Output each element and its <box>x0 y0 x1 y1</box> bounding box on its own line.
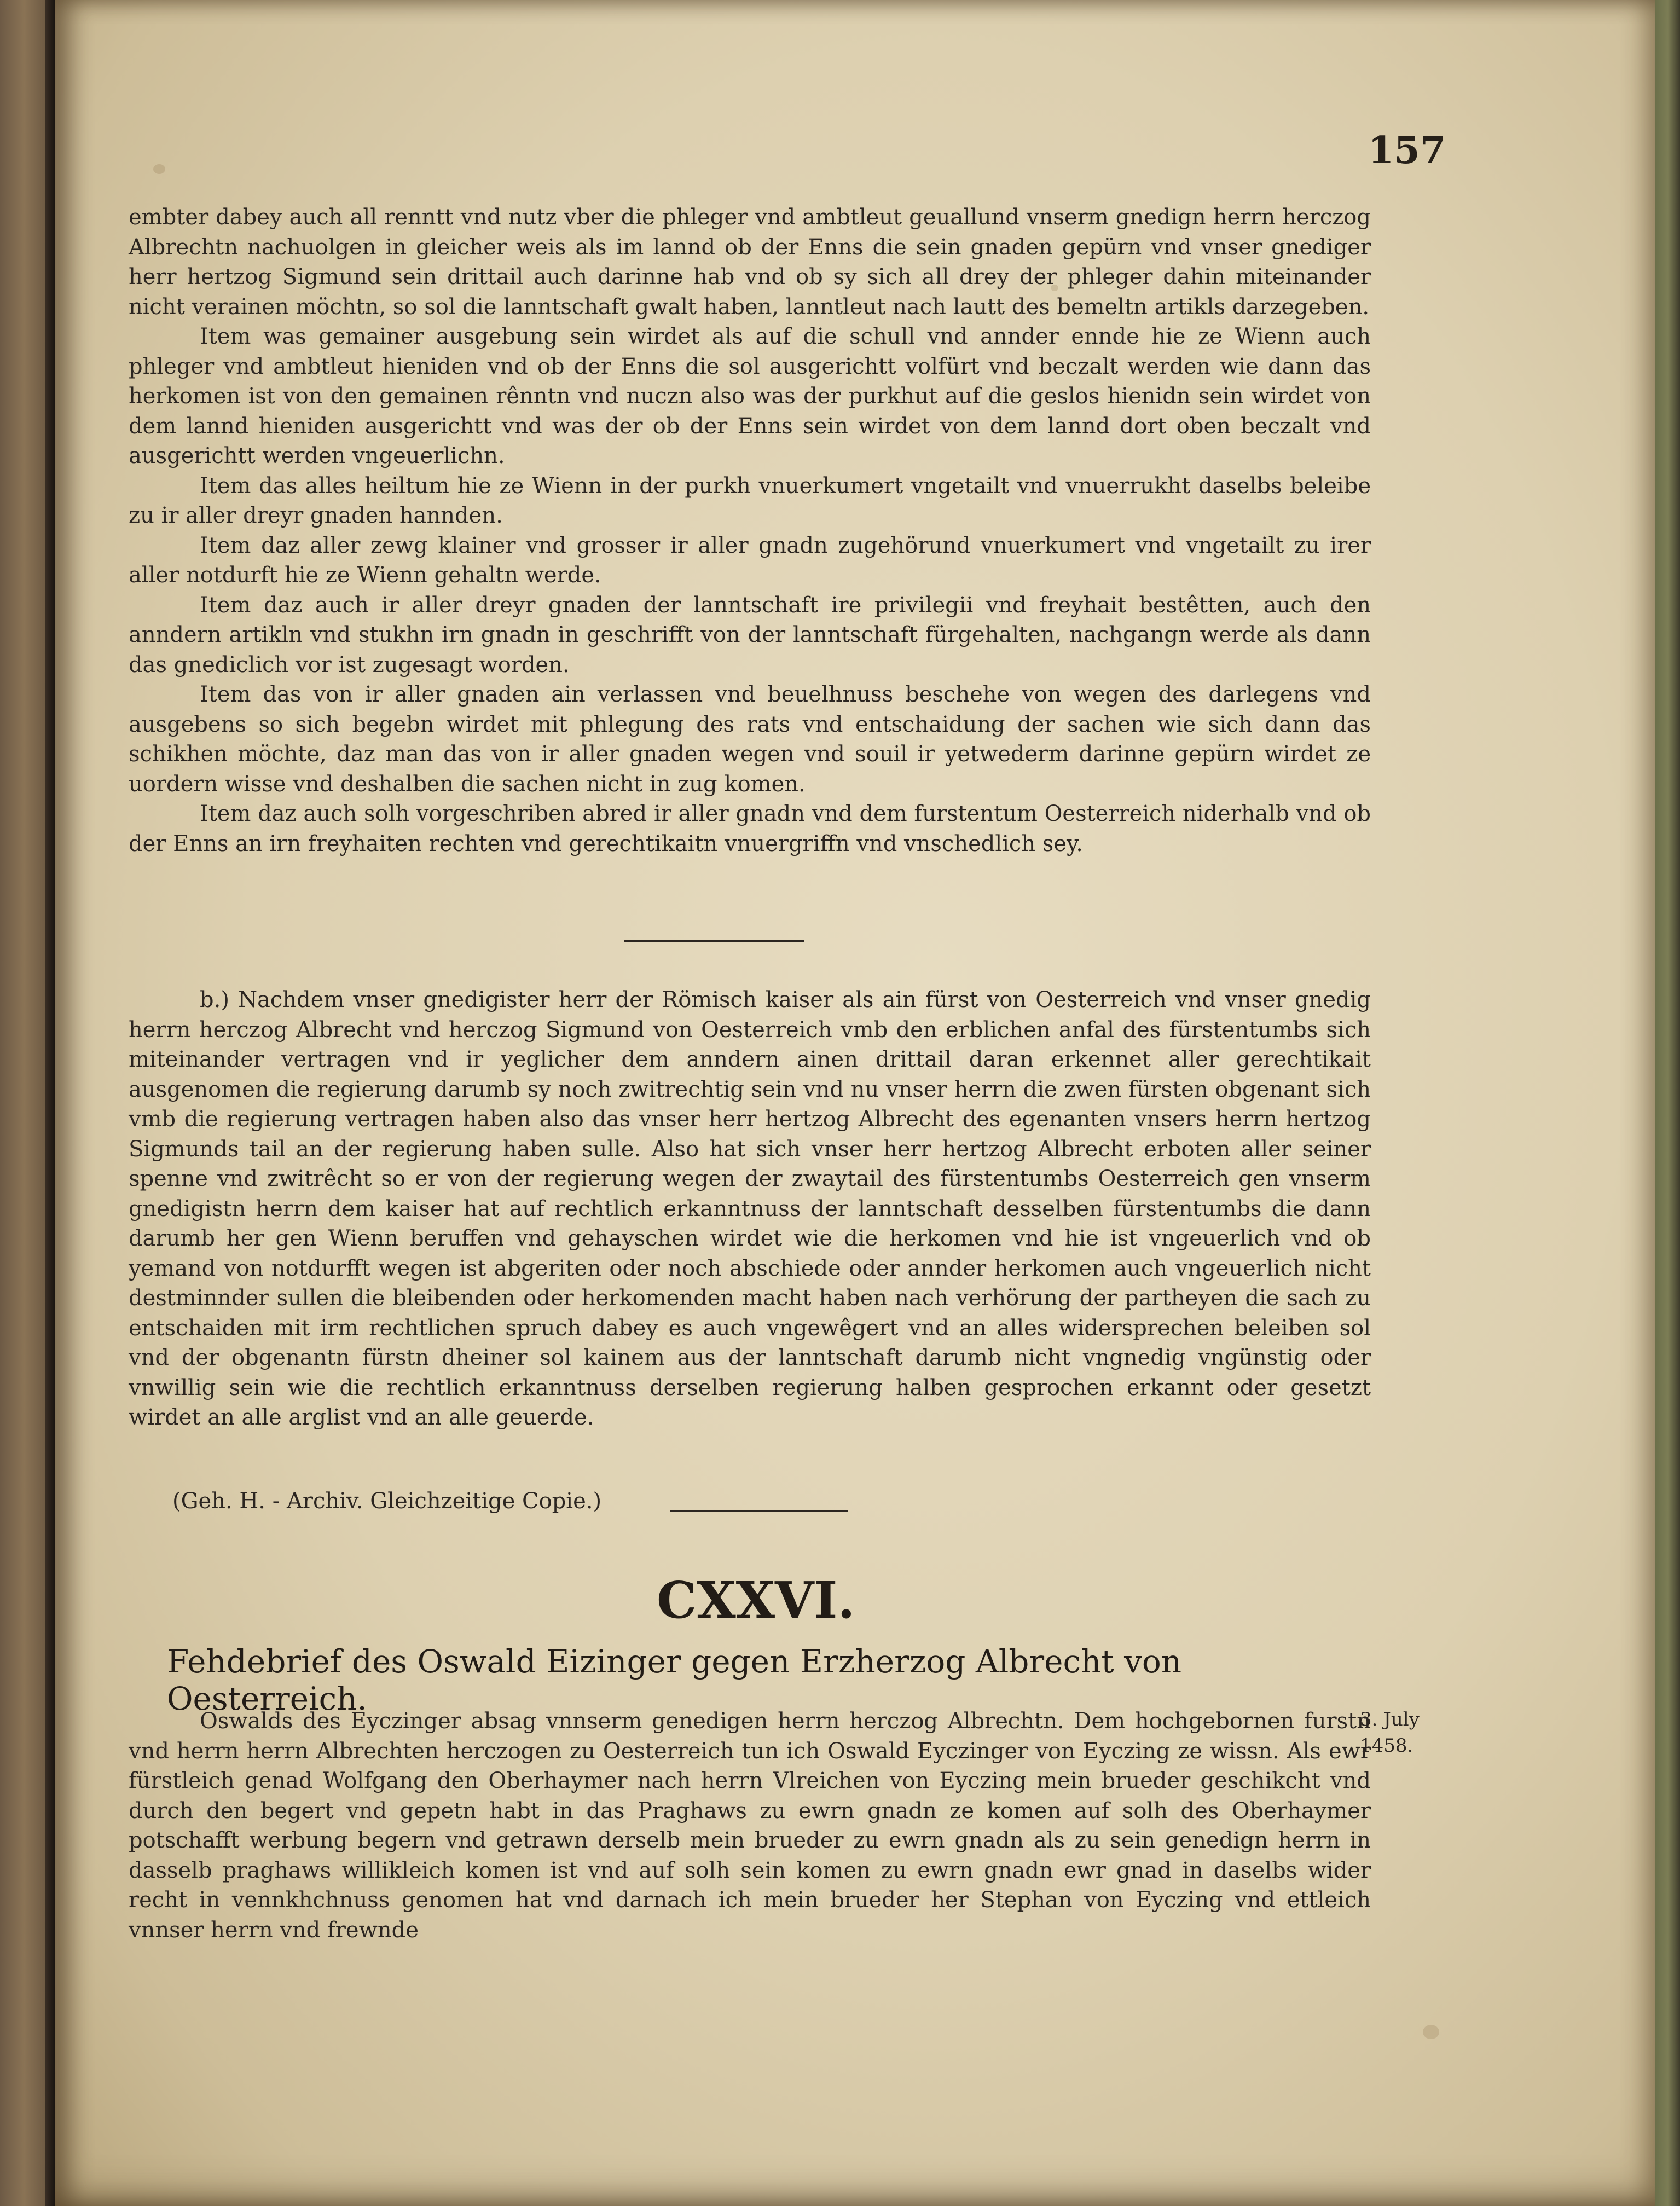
paragraph: Item das von ir aller gnaden ain verlassen vnd beuelhnuss beschehe von wegen des darlegens vnd ausgebens so sich begebn wirdet mit phlegung des rats vnd entschaidung der sachen wie sich dann das schikhen möchte, daz man das von ir aller gnaden wegen vnd souil ir yetwederm darinne gepürn wirdet ze uordern wisse vnd deshalben die sachen nicht in zug komen. <box>129 682 1371 797</box>
page-number: 157 <box>1368 129 1446 172</box>
paragraph: embter dabey auch all renntt vnd nutz vber die phleger vnd ambtleut geuallund vnserm gnedign herrn herczog Albrechtn nachuolgen in gleicher weis als im lannd ob der Enns die sein gnaden gepürn vnd vnser gnediger herr hertzog Sigmund sein drittail auch darinne hab vnd ob sy sich all drey der phleger dahin miteinander nicht verainen möchtn, so sol die lanntschaft gwalt haben, lanntleut nach lautt des bemeltn artikls darzegeben. <box>129 205 1371 320</box>
paragraph: Oswalds des Eyczinger absag vnnserm genedigen herrn herczog Albrechtn. Dem hochgebornen furstn vnd herrn herrn Albrechten herczogen zu Oesterreich tun ich Oswald Eyczinger von Eyczing ze wissn. Als ewr fürstleich genad Wolfgang den Oberhaymer nach herrn Vlreichen von Eyczing mein brueder geschikcht vnd durch den begert vnd gepetn habt in das Praghaws zu ewrn gnadn ze komen auf solh des Oberhaymer potschafft werbung begern vnd getrawn derselb mein brueder zu ewrn gnadn als zu sein genedign herrn in dasselb praghaws willikleich komen ist vnd auf solh sein komen zu ewrn gnadn ewr gnad in daselbs wider recht in vennkhchnuss genomen hat vnd darnach ich mein brueder her Stephan von Eyczing vnd ettleich vnnser herrn vnd frewnde <box>129 1709 1371 1943</box>
section-a-text <box>129 202 1371 859</box>
paragraph: Item was gemainer ausgebung sein wirdet als auf die schull vnd annder ennde hie ze Wienn auch phleger vnd ambtleut hieniden vnd ob der Enns die sol ausgerichtt volfürt vnd beczalt werden wie dann das herkomen ist von den gemainen rênntn vnd nuczn also was der purkhut auf die geslos hienidn sein wirdet von dem lannd hieniden ausgerichtt vnd was der ob der Enns sein wirdet von dem lannd dort oben beczalt vnd ausgerichtt werden vngeuerlichn. <box>129 324 1371 468</box>
paragraph: Item daz auch ir aller dreyr gnaden der lanntschaft ire privilegii vnd freyhait bestêtten, auch den anndern artikln vnd stukhn irn gnadn in geschrifft von der lanntschaft fürgehalten, nachgangn werde als dann das gnediclich vor ist zugesagt worden. <box>129 592 1371 678</box>
end-rule <box>670 1510 848 1512</box>
margin-date <box>1360 1706 1447 1759</box>
section-b-text <box>129 985 1371 1433</box>
section-divider-rule <box>624 940 804 942</box>
paragraph: Item daz aller zewg klainer vnd grosser ir aller gnadn zugehörund vnuerkumert vnd vngetailt zu irer aller notdurft hie ze Wienn gehaltn werde. <box>129 532 1371 588</box>
document-title: Fehdebrief des Oswald Eizinger gegen Erzherzog Albrecht von Oesterreich. <box>167 1643 1182 1717</box>
page-stack-edge <box>1655 0 1680 2206</box>
document-cxxvi-text <box>129 1706 1371 1945</box>
foxing-spot <box>1423 2025 1439 2039</box>
page-157 <box>55 0 1655 2206</box>
paragraph: b.) Nachdem vnser gnedigister herr der Römisch kaiser als ain fürst von Oesterreich vnd vnser gnedig herrn herczog Albrecht vnd herczog Sigmund von Oesterreich vmb den erblichen anfal des fürstentumbs sich miteinander vertragen vnd ir yeglicher dem anndern ainen drittail daran erkennet aller gerechtikait ausgenomen die regierung darumb sy noch zwitrechtig sein vnd nu vnser herrn die zwen fürsten obgenant sich vmb die regierung vertragen haben also das vnser herr hertzog Albrecht des egenanten vnsers herrn hertzog Sigmunds tail an der regierung haben sulle. Also hat sich vnser herr hertzog Albrecht erboten aller seiner spenne vnd zwitrêcht so er von der regierung wegen der zwaytail des fürstentumbs Oesterreich gen vnserm gnedigistn herrn dem kaiser hat auf rechtlich erkanntnuss der lanntschaft desselben fürstentumbs die dann darumb her gen Wienn beruffen vnd gehayschen wirdet wie die herkomen vnd hie ist vngeuerlich vnd ob yemand von notdurfft wegen ist abgeriten oder noch abschiede oder annder herkomen auch vngeuerlich nicht destminnder sullen die bleibenden oder herkomenden macht haben nach verhörung der partheyen die sach zu entschaiden mit irm rechtlichen spruch dabey es auch vngewêgert vnd an alles widersprechen beleiben sol vnd der obgenantn fürstn dheiner sol kainem aus der lanntschaft darumb nicht vngnedig vngünstig oder vnwillig sein wie die rechtlich erkanntnuss derselben regierung halben gesprochen erkannt oder gesetzt wirdet an alle arglist vnd an alle geuerde. <box>129 987 1371 1430</box>
paragraph: Item daz auch solh vorgeschriben abred ir aller gnadn vnd dem furstentum Oesterreich niderhalb vnd ob der Enns an irn freyhaiten rechten vnd gerechtikaitn vnuergriffn vnd vnschedlich sey. <box>129 801 1371 856</box>
paragraph: Item das alles heiltum hie ze Wienn in der purkh vnuerkumert vngetailt vnd vnuerrukht daselbs beleibe zu ir aller dreyr gnaden hannden. <box>129 473 1371 528</box>
margin-date-day: 3. July <box>1360 1709 1420 1730</box>
margin-date-year: 1458. <box>1360 1735 1413 1757</box>
archive-source-note: (Geh. H. - Archiv. Gleichzeitige Copie.) <box>172 1489 602 1514</box>
document-number: CXXVI. <box>657 1571 855 1630</box>
foxing-spot <box>153 164 165 174</box>
